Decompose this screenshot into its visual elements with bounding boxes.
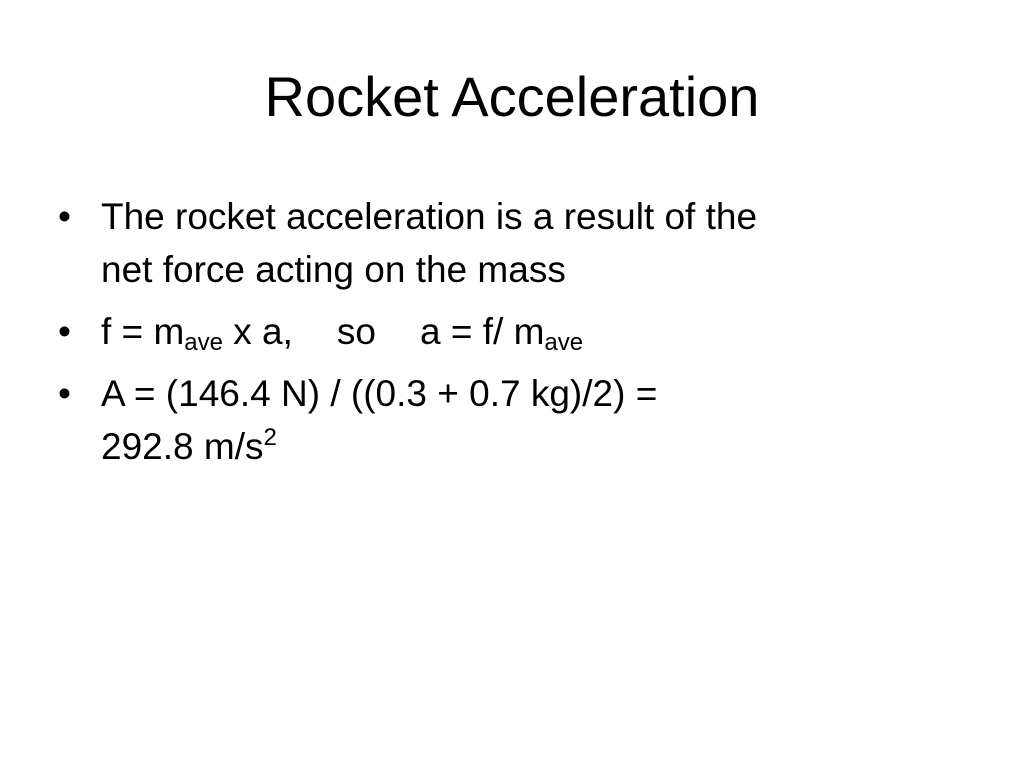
formula-text: x a, bbox=[222, 311, 293, 352]
bullet-list bbox=[58, 190, 958, 482]
bullet-icon: • bbox=[58, 373, 71, 414]
calculation-superscript: 2 bbox=[263, 424, 277, 451]
bullet-item-definition bbox=[58, 190, 958, 296]
bullet-text-line: net force acting on the mass bbox=[101, 249, 566, 290]
slide-title: Rocket Acceleration bbox=[264, 65, 760, 128]
bullet-item-calculation bbox=[58, 367, 958, 473]
formula-text: f = m bbox=[101, 311, 185, 352]
bullet-item-formula bbox=[58, 305, 958, 358]
bullet-text-line: The rocket acceleration is a result of the bbox=[101, 196, 758, 237]
calculation-result: 292.8 m/s bbox=[101, 426, 264, 467]
bullet-icon: • bbox=[58, 311, 71, 352]
calculation-text: A = (146.4 N) / ((0.3 + 0.7 kg)/2) = bbox=[101, 373, 658, 414]
formula-text: a = f/ m bbox=[419, 311, 545, 352]
formula-subscript: ave bbox=[544, 329, 584, 356]
formula-subscript: ave bbox=[184, 329, 223, 356]
formula-text: so bbox=[336, 311, 376, 352]
bullet-icon: • bbox=[58, 196, 71, 237]
